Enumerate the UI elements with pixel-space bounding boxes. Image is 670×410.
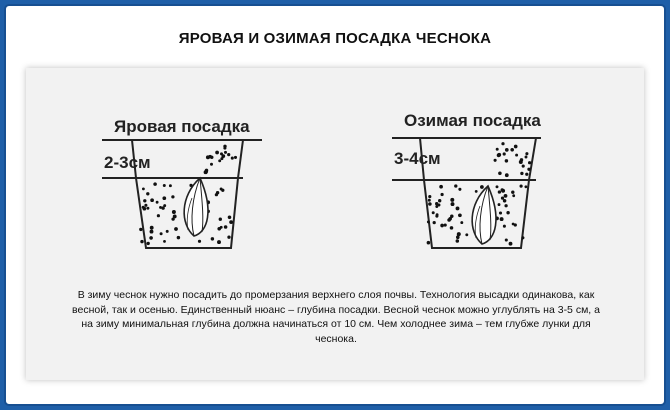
soil-dot bbox=[510, 148, 514, 152]
soil-dot bbox=[506, 211, 509, 214]
soil-dot bbox=[428, 202, 432, 206]
soil-dot bbox=[150, 226, 154, 230]
soil-dot bbox=[163, 184, 166, 187]
soil-dot bbox=[149, 236, 153, 240]
soil-dot bbox=[498, 190, 501, 193]
soil-dot bbox=[159, 206, 162, 209]
winter-planting-diagram bbox=[392, 111, 541, 248]
soil-dot bbox=[465, 233, 468, 236]
soil-dot bbox=[460, 221, 463, 224]
soil-dot bbox=[160, 232, 163, 235]
soil-dot bbox=[497, 153, 501, 157]
soil-dot bbox=[163, 240, 166, 243]
soil-dot bbox=[228, 216, 232, 220]
soil-dot bbox=[504, 204, 507, 207]
soil-dot bbox=[525, 156, 528, 159]
winter-heading: Озимая посадка bbox=[404, 111, 541, 130]
soil-dot bbox=[503, 152, 506, 155]
soil-dot bbox=[514, 145, 518, 149]
description-text: В зиму чеснок нужно посадить до промерзания верхнего слоя почвы. Технология высадки одинакова, как весной, так и осенью. Единственный нюанс – глубина посадки. Весной чеснок можно углублять на 3-5 см, а на зиму минимальная глубина должна начинаться от 10 см. Чем холоднее зима – тем глубже лунки для чеснока. bbox=[72, 289, 600, 345]
soil-dot bbox=[522, 165, 525, 168]
soil-dot bbox=[498, 203, 501, 206]
soil-dot bbox=[146, 207, 149, 210]
soil-dot bbox=[224, 151, 227, 154]
soil-dot bbox=[172, 210, 176, 214]
soil-dot bbox=[220, 226, 223, 229]
soil-dot bbox=[458, 213, 462, 217]
soil-dot bbox=[439, 185, 443, 189]
soil-dot bbox=[520, 158, 523, 161]
soil-dot bbox=[427, 241, 431, 245]
soil-dot bbox=[515, 154, 518, 157]
soil-dot bbox=[169, 184, 172, 187]
soil-dot bbox=[505, 173, 509, 177]
soil-dot bbox=[501, 142, 504, 145]
soil-dot bbox=[428, 199, 431, 202]
soil-dot bbox=[498, 172, 502, 176]
soil-dot bbox=[528, 161, 531, 164]
soil-dot bbox=[496, 185, 499, 188]
soil-dot bbox=[208, 155, 211, 158]
soil-dot bbox=[150, 230, 154, 234]
soil-dot bbox=[448, 217, 452, 221]
soil-dot bbox=[444, 224, 447, 227]
soil-dot bbox=[144, 204, 147, 207]
soil-dot bbox=[524, 185, 527, 188]
soil-dot bbox=[456, 206, 460, 210]
soil-dot bbox=[458, 188, 461, 191]
soil-dot bbox=[221, 154, 225, 158]
soil-dot bbox=[161, 206, 164, 209]
soil-dot bbox=[500, 217, 504, 221]
soil-dot bbox=[219, 218, 222, 221]
soil-dot bbox=[162, 196, 166, 200]
soil-dot bbox=[147, 242, 150, 245]
soil-dot bbox=[156, 201, 159, 204]
soil-dot bbox=[505, 238, 508, 241]
soil-dot bbox=[432, 211, 435, 214]
soil-dot bbox=[210, 163, 213, 166]
soil-dot bbox=[525, 152, 528, 155]
soil-dot bbox=[440, 224, 444, 228]
soil-dot bbox=[450, 198, 454, 202]
soil-dot bbox=[221, 189, 224, 192]
soil-dot bbox=[450, 226, 454, 230]
garlic-clove-icon bbox=[472, 186, 496, 244]
soil-dot bbox=[211, 237, 214, 240]
soil-dot bbox=[227, 236, 230, 239]
soil-dot bbox=[527, 168, 530, 171]
soil-dot bbox=[521, 236, 524, 239]
soil-dot bbox=[150, 198, 154, 202]
winter-depth-label: 3-4см bbox=[394, 149, 441, 168]
soil-dot bbox=[174, 227, 178, 231]
soil-dot bbox=[157, 214, 160, 217]
soil-dot bbox=[504, 194, 508, 198]
soil-dot bbox=[177, 236, 180, 239]
soil-dot bbox=[224, 225, 228, 229]
soil-dot bbox=[456, 239, 460, 243]
soil-dot bbox=[457, 232, 461, 236]
soil-dot bbox=[139, 228, 142, 231]
soil-dot bbox=[140, 240, 143, 243]
soil-dot bbox=[441, 193, 444, 196]
soil-dot bbox=[512, 194, 515, 197]
soil-dot bbox=[505, 159, 508, 162]
spring-depth-label: 2-3см bbox=[104, 153, 151, 172]
soil-dot bbox=[480, 185, 484, 189]
soil-dot bbox=[171, 195, 174, 198]
soil-dot bbox=[512, 223, 515, 226]
soil-dot bbox=[496, 148, 499, 151]
soil-dot bbox=[215, 193, 218, 196]
soil-dot bbox=[503, 199, 507, 203]
soil-dot bbox=[205, 170, 208, 173]
soil-dot bbox=[505, 148, 509, 152]
soil-dot bbox=[520, 172, 523, 175]
garlic-clove-icon bbox=[184, 178, 208, 236]
soil-dot bbox=[153, 182, 157, 186]
soil-dot bbox=[454, 184, 457, 187]
soil-dot bbox=[494, 159, 497, 162]
soil-dot bbox=[451, 202, 455, 206]
soil-dot bbox=[436, 213, 439, 216]
soil-dot bbox=[475, 190, 478, 193]
soil-dot bbox=[438, 204, 441, 207]
soil-dot bbox=[223, 147, 226, 150]
soil-dot bbox=[142, 206, 145, 209]
spring-planting-diagram bbox=[102, 117, 262, 248]
content-panel bbox=[26, 68, 644, 380]
soil-dot bbox=[499, 211, 502, 214]
soil-dot bbox=[427, 220, 430, 223]
soil-dot bbox=[511, 191, 514, 194]
spring-heading: Яровая посадка bbox=[114, 117, 250, 136]
soil-dot bbox=[198, 240, 201, 243]
soil-dot bbox=[173, 214, 177, 218]
soil-dot bbox=[218, 159, 221, 162]
soil-dot bbox=[525, 173, 528, 176]
soil-dot bbox=[428, 195, 431, 198]
soil-dot bbox=[503, 225, 506, 228]
soil-dot bbox=[234, 156, 237, 159]
soil-dot bbox=[433, 221, 436, 224]
soil-dot bbox=[227, 153, 230, 156]
soil-dot bbox=[501, 189, 505, 193]
page-title: ЯРОВАЯ И ОЗИМАЯ ПОСАДКА ЧЕСНОКА bbox=[178, 30, 492, 47]
soil-dot bbox=[501, 196, 504, 199]
soil-dot bbox=[143, 199, 146, 202]
soil-dot bbox=[229, 220, 233, 224]
soil-dot bbox=[215, 151, 219, 155]
soil-dot bbox=[231, 157, 234, 160]
soil-dot bbox=[166, 230, 169, 233]
soil-dot bbox=[217, 240, 221, 244]
soil-dot bbox=[509, 242, 513, 246]
soil-dot bbox=[146, 192, 149, 195]
soil-dot bbox=[438, 199, 441, 202]
soil-dot bbox=[142, 187, 145, 190]
soil-dot bbox=[520, 185, 523, 188]
